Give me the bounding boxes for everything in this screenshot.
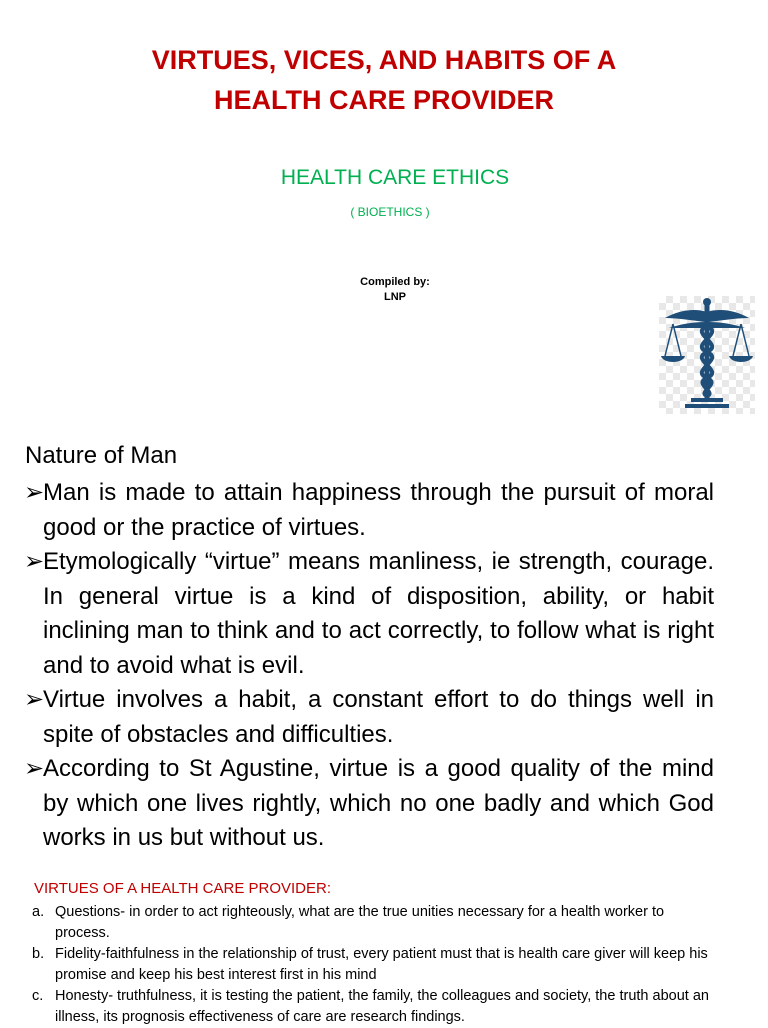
title-line-1: VIRTUES, VICES, AND HABITS OF A [151, 45, 617, 75]
compiled-by [0, 275, 768, 305]
list-marker: b. [32, 946, 45, 962]
section-heading: Nature of Man [25, 442, 178, 469]
list-item [24, 752, 714, 856]
arrow-bullet-icon: ➢ [24, 479, 45, 506]
nature-of-man-slide [0, 432, 768, 862]
list-item [24, 683, 714, 752]
list-item-text: Fidelity-faithfulness in the relationship of trust, every patient must that is health care giver will keep his promise and keep his best interest first in his mind [55, 946, 708, 983]
list-item-text: Questions- in order to act righteously, what are the true unities necessary for a health worker to process. [55, 904, 665, 941]
arrow-bullet-icon: ➢ [24, 686, 45, 713]
arrow-bullet-icon: ➢ [24, 755, 45, 782]
virtues-list [32, 902, 712, 1028]
virtues-slide [0, 870, 768, 1024]
compiled-label: Compiled by: [360, 276, 430, 288]
arrow-bullet-icon: ➢ [24, 548, 45, 575]
title-slide [0, 0, 768, 420]
subtitle: HEALTH CARE ETHICS [280, 166, 510, 189]
list-item-text: Man is made to attain happiness through the pursuit of moral good or the practice of virtues. [43, 479, 714, 541]
subsubtitle: ( BIOETHICS ) [350, 205, 430, 219]
list-item [24, 476, 714, 545]
compiled-name: LNP [384, 291, 406, 303]
list-item [32, 902, 712, 944]
title-line-2: HEALTH CARE PROVIDER [213, 85, 555, 115]
list-item-text: Etymologically “virtue” means manliness, ie strength, courage. In general virtue is a kind of disposition, ability, or habit inclining man to think and to act correctly, to follow what is right and to avoid what is evil. [43, 548, 714, 679]
page-title [0, 40, 768, 120]
list-item-text: According to St Agustine, virtue is a good quality of the mind by which one lives rightly, which no one badly and which God works in us but without us. [43, 755, 714, 851]
list-item [32, 986, 712, 1028]
list-item-text: Honesty- truthfulness, it is testing the patient, the family, the colleagues and society, the truth about an illness, its prognosis effectiveness of care are research findings. [55, 988, 709, 1025]
list-marker: a. [32, 904, 45, 920]
list-item [32, 944, 712, 986]
section-heading: VIRTUES OF A HEALTH CARE PROVIDER: [34, 880, 332, 897]
list-item-text: Virtue involves a habit, a constant effort to do things well in spite of obstacles and difficulties. [43, 686, 714, 748]
list-marker: c. [32, 988, 44, 1004]
caduceus-scales-icon [659, 296, 755, 414]
list-item [24, 545, 714, 683]
bullet-list [24, 476, 714, 856]
